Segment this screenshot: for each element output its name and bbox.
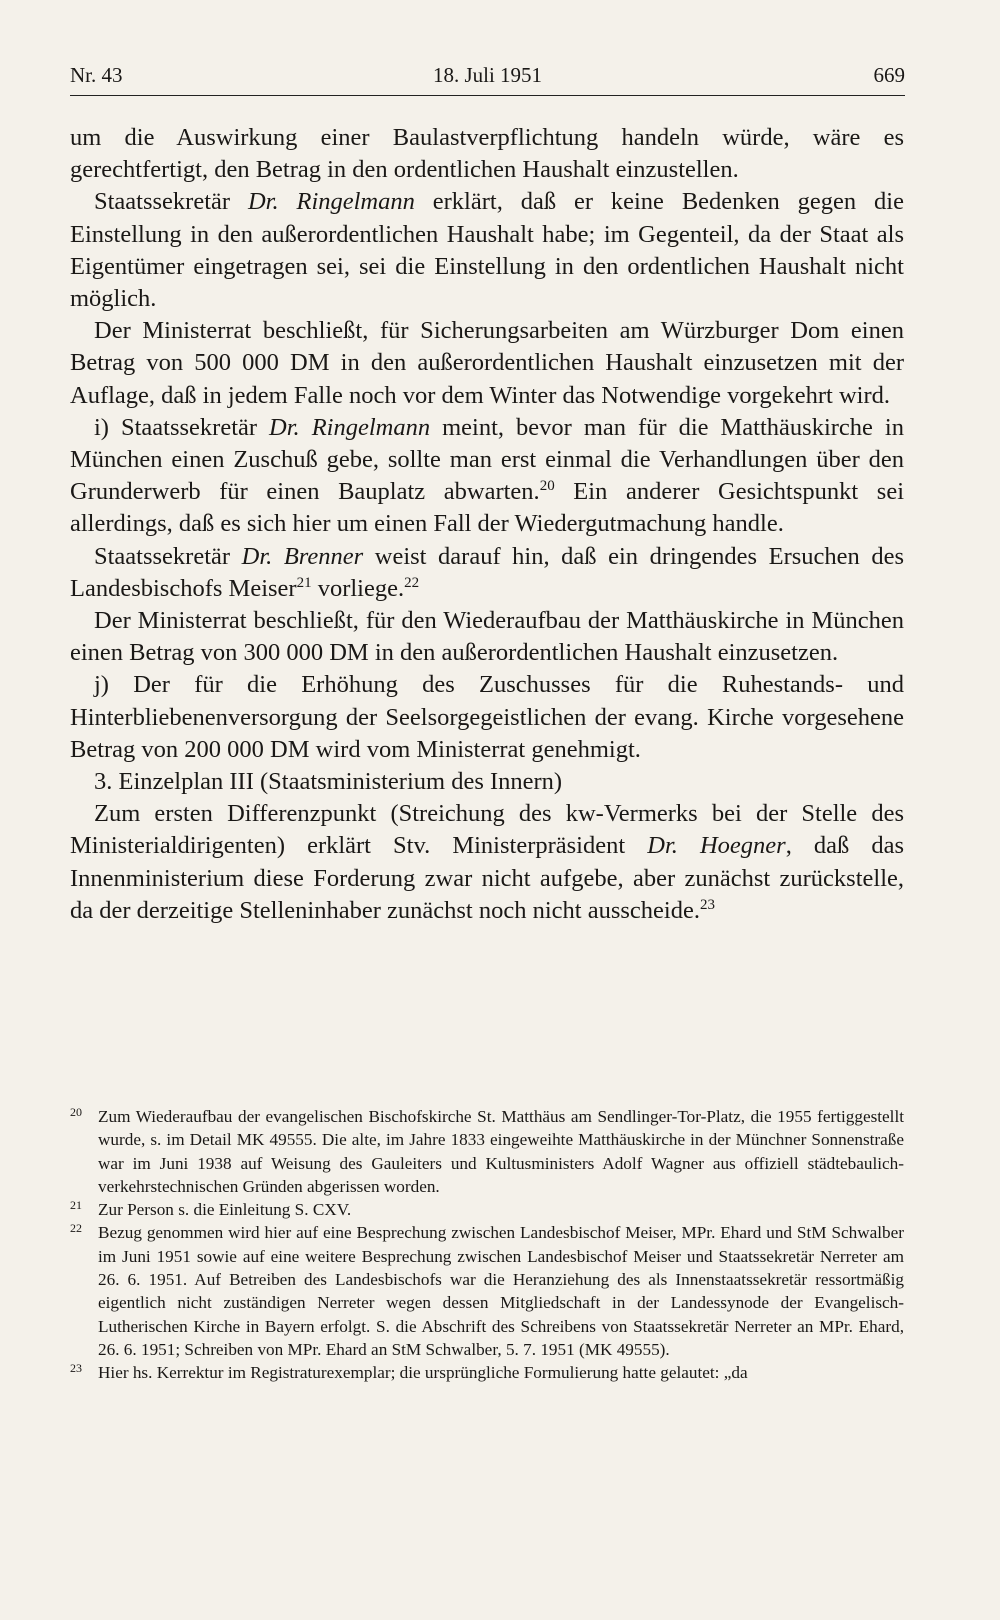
footnote-ref: 21 [296,574,312,591]
footnote-text: Hier hs. Kerrektur im Registraturexemplar; die ursprüngliche Formulierung hatte gelautet: „da [98,1363,748,1383]
footnote-number: 21 [70,1198,82,1213]
footnotes [70,1105,904,1385]
page-number: 669 [873,63,905,87]
footnote [70,1198,904,1221]
paragraph: um die Auswirkung einer Baulastverpflichtung handeln würde, wäre es gerechtfertigt, den Betrag in den ordentlichen Haushalt einzustellen. [70,124,904,184]
paragraph: Staatssekretär Dr. Brenner weist darauf hin, daß ein dringendes Ersuchen des Landesbischofs Meiser$^{21}$ vorliege.$^{22}$ [70,542,904,602]
paragraph: Zum ersten Differenzpunkt (Streichung des kw-Vermerks bei der Stelle des Ministerialdirigenten) erklärt Stv. Ministerpräsident Dr. Hoegner, daß das Innenministerium diese Forderung zwar nicht aufgebe, aber zunächst zurückstelle, da der derzeitige Stelleninhaber zunächst noch nicht ausscheide.$^{23}$ [70,800,904,924]
footnote [70,1105,904,1198]
footnote [70,1221,904,1361]
person-name: Dr. Brenner [241,542,364,570]
paragraph: Der Ministerrat beschließt, für den Wiederaufbau der Matthäuskirche in München einen Betrag von 300 000 DM in den außerordentlichen Haushalt einzusetzen. [70,607,904,667]
running-header [70,58,905,92]
footnote-number: 22 [70,1221,82,1236]
person-name: Dr. Hoegner [647,832,786,860]
footnote [70,1361,904,1384]
header-date: 18. Juli 1951 [432,63,543,87]
footnote-text: Zur Person s. die Einleitung S. CXV. [98,1200,352,1220]
paragraph: Staatssekretär Dr. Ringelmann erklärt, daß er keine Bedenken gegen die Einstellung in den außerordentlichen Haushalt habe; im Gegenteil, da der Staat als Eigentümer eingetragen sei, sei die Einstellung in den ordentlichen Haushalt nicht möglich. [70,188,904,313]
footnote-ref: 22 [404,574,420,591]
footnote-ref: 23 [699,896,715,913]
person-name: Dr. Ringelmann [269,413,431,441]
footnote-ref: 20 [539,478,555,495]
paragraph: j) Der für die Erhöhung des Zuschusses für die Ruhestands- und Hinterbliebenenversorgung der Seelsorgegeistlichen der evang. Kirche vorgesehene Betrag von 200 000 DM wird vom Ministerrat genehmigt. [70,671,904,763]
footnote-number: 20 [70,1105,82,1119]
section-heading: 3. Einzelplan III (Staatsministerium des Innern) [94,768,563,796]
paragraph: Der Ministerrat beschließt, für Sicherungsarbeiten am Würzburger Dom einen Betrag von 500 000 DM in den außerordentlichen Haushalt einzusetzen mit der Auflage, daß in jedem Falle noch vor dem Winter das Notwendige vorgekehrt wird. [70,317,904,409]
footnote-number: 23 [70,1361,82,1376]
person-name: Dr. Ringelmann [247,188,415,216]
issue-number: Nr. 43 [70,63,123,87]
footnote-text: Zum Wiederaufbau der evangelischen Bischofskirche St. Matthäus am Sendlinger-Tor-Platz, die 1955 fertiggestellt wurde, s. im Detail MK 49555. Die alte, im Jahre 1833 eingeweihte Matthäuskirche in der Münchner Sonnenstraße war im Juni 1938 auf Weisung des Gauleiters und Kultusministers Adolf Wagner aus offiziell städtebaulich-verkehrstechnischen Gründen abgerissen worden. [98,1107,904,1196]
header-rule [70,95,905,96]
footnote-text: Bezug genommen wird hier auf eine Besprechung zwischen Landesbischof Meiser, MPr. Ehard und StM Schwalber im Juni 1951 sowie auf eine weitere Besprechung zwischen Landesbischof Meiser und Staatssekretär Nerreter am 26. 6. 1951. Auf Betreiben des Landesbischofs war die Heranziehung des als Innenstaatssekretär ressortmäßig eigentlich nicht zuständigen Nerreter wegen dessen Mitgliedschaft in der Landessynode der Evangelisch-Lutherischen Kirche in Bayern erfolgt. S. die Abschrift des Schreibens von Staatssekretär Nerreter an MPr. Ehard, 26. 6. 1951; Schreiben von MPr. Ehard an StM Schwalber, 5. 7. 1951 (MK 49555). [98,1223,904,1359]
paragraph: i) Staatssekretär Dr. Ringelmann meint, bevor man für die Matthäuskirche in München einen Zuschuß gebe, sollte man erst einmal die Verhandlungen über den Grunderwerb für einen Bauplatz abwarten.$^{20}$ Ein anderer Gesichtspunkt sei allerdings, daß es sich hier um einen Fall der Wiedergutmachung handle. [70,413,905,538]
body-text [70,122,904,927]
